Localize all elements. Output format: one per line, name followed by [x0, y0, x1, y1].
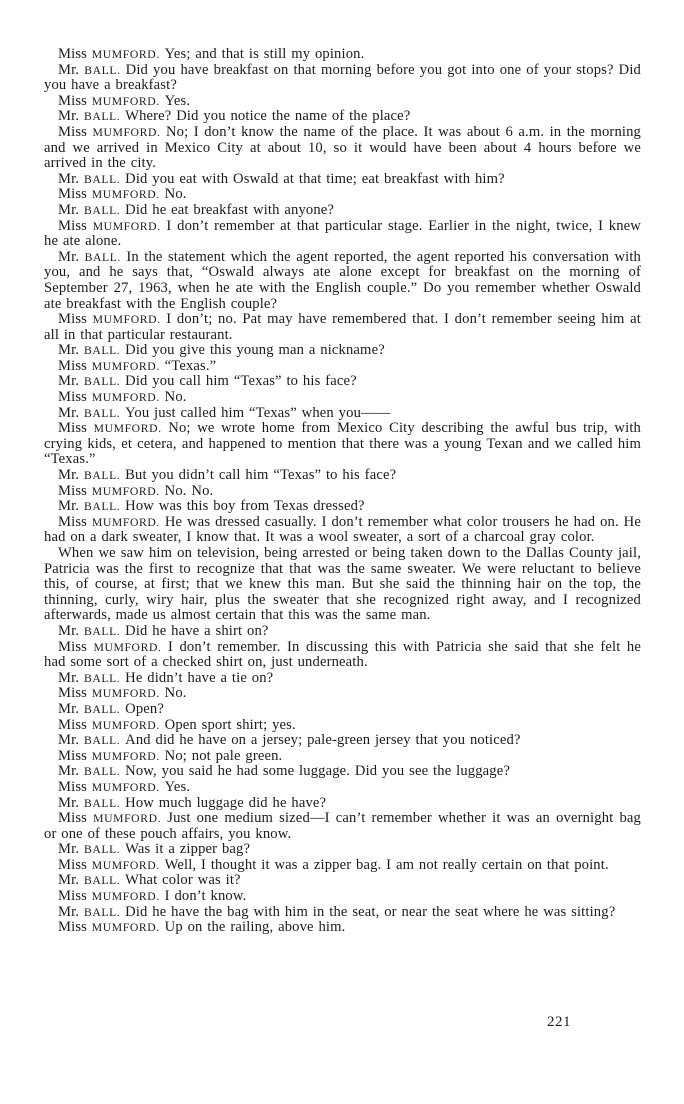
speech-text: No; not pale green. — [159, 747, 283, 764]
speaker-surname: BALL. — [83, 172, 121, 186]
speaker-surname: BALL. — [83, 624, 121, 638]
speaker-title: Miss — [58, 123, 93, 140]
speaker-name — [58, 358, 160, 374]
transcript-paragraph — [44, 873, 641, 889]
speaker-surname: MUMFORD. — [91, 94, 160, 108]
speaker-title: Miss — [58, 685, 92, 702]
speaker-title: Mr. — [58, 903, 84, 920]
speech-text: Well, I thought it was a zipper bag. I am not really certain on that point. — [159, 856, 609, 873]
speech-text: He didn’t have a tie on? — [120, 669, 274, 686]
transcript-paragraph — [44, 63, 641, 94]
speaker-surname: BALL. — [83, 500, 121, 514]
transcript-paragraph — [44, 718, 641, 734]
transcript-paragraph — [44, 749, 641, 765]
speaker-surname: MUMFORD. — [93, 422, 162, 436]
transcript-paragraph — [44, 406, 641, 422]
speech-text: Was it a zipper bag? — [120, 841, 251, 858]
speaker-surname: BALL. — [83, 469, 121, 483]
speaker-name — [58, 373, 120, 389]
speaker-name — [58, 904, 120, 920]
transcript-paragraph — [44, 94, 641, 110]
speaker-name — [58, 467, 120, 483]
speech-text: What color was it? — [120, 872, 241, 889]
speaker-name — [58, 311, 161, 327]
speaker-title: Mr. — [58, 467, 84, 484]
speaker-title: Mr. — [58, 498, 84, 515]
speech-text: How much luggage did he have? — [120, 794, 327, 811]
speech-text: Did you have breakfast on that morning before you got into one of your stops? Did you have a breakfast? — [44, 61, 641, 94]
speaker-name — [58, 919, 160, 935]
speaker-name — [58, 810, 161, 826]
speech-text: Up on the railing, above him. — [159, 919, 346, 936]
speech-text: No. — [159, 389, 187, 406]
transcript-paragraph — [44, 640, 641, 671]
speaker-title: Miss — [58, 888, 92, 905]
speaker-title: Miss — [58, 638, 94, 655]
transcript-paragraph — [44, 421, 641, 468]
speech-text: Did he have a shirt on? — [120, 622, 269, 639]
speaker-surname: MUMFORD. — [91, 780, 160, 794]
speaker-title: Miss — [58, 311, 93, 328]
speaker-title: Mr. — [58, 248, 85, 265]
speech-text: But you didn’t call him “Texas” to his face? — [120, 467, 397, 484]
speaker-surname: BALL. — [83, 203, 121, 217]
page-number: 221 — [547, 1014, 571, 1030]
speaker-title: Miss — [58, 389, 92, 406]
speaker-name — [58, 171, 120, 187]
transcript-paragraph — [44, 47, 641, 63]
speaker-surname: MUMFORD. — [91, 890, 160, 904]
speech-text: No; we wrote home from Mexico City describing the awful bus trip, with crying kids, et cetera, and happened to mention that there was a young Texan and we called him “Texas.” — [44, 420, 641, 468]
speaker-surname: MUMFORD. — [91, 484, 160, 498]
speaker-title: Miss — [58, 810, 94, 827]
speaker-title: Miss — [58, 92, 92, 109]
speech-text: I don’t know. — [159, 888, 247, 905]
speaker-surname: BALL. — [83, 796, 121, 810]
speech-text: In the statement which the agent reported, the agent reported his conversation with you, and he says that, “Oswald always ate alone except for breakfast on the morning of September 27, 1963, when he ate with the English couple.” Do you remember whether Oswald ate breakfast with the English couple? — [44, 248, 641, 312]
speaker-title: Mr. — [58, 700, 84, 717]
speech-text: Yes. — [159, 778, 191, 795]
speaker-surname: BALL. — [83, 110, 121, 124]
speech-text: “Texas.” — [159, 357, 217, 374]
speaker-title: Miss — [58, 778, 92, 795]
speaker-name — [58, 420, 162, 436]
speaker-surname: BALL. — [83, 671, 121, 685]
speaker-surname: MUMFORD. — [91, 48, 160, 61]
transcript-paragraph — [44, 686, 641, 702]
speech-text: Where? Did you notice the name of the place? — [120, 108, 411, 125]
speech-text: And did he have on a jersey; pale-green jersey that you noticed? — [120, 732, 521, 749]
speaker-title: Miss — [58, 919, 92, 936]
speaker-surname: MUMFORD. — [91, 921, 160, 935]
speaker-title: Mr. — [58, 170, 84, 187]
speaker-title: Mr. — [58, 732, 84, 749]
transcript-paragraph — [44, 312, 641, 343]
speaker-name — [58, 483, 160, 499]
speaker-name — [58, 779, 160, 795]
speaker-surname: BALL. — [83, 905, 121, 919]
speaker-name — [58, 514, 160, 530]
speaker-surname: MUMFORD. — [91, 188, 160, 202]
speaker-title: Miss — [58, 856, 92, 873]
speaker-surname: BALL. — [83, 843, 121, 857]
speaker-title: Miss — [58, 482, 92, 499]
speaker-surname: MUMFORD. — [91, 858, 160, 872]
speaker-surname: BALL. — [83, 874, 121, 888]
speaker-surname: MUMFORD. — [91, 687, 160, 701]
speaker-surname: BALL. — [84, 63, 121, 77]
transcript-paragraph — [44, 796, 641, 812]
transcript-paragraph — [44, 702, 641, 718]
speaker-name — [58, 202, 120, 218]
speaker-surname: BALL. — [83, 406, 121, 420]
speaker-title: Mr. — [58, 108, 84, 125]
speaker-surname: MUMFORD. — [91, 359, 160, 373]
speaker-title: Mr. — [58, 669, 84, 686]
speaker-surname: MUMFORD. — [91, 718, 160, 732]
speech-text: He was dressed casually. I don’t remember what color trousers he had on. He had on a dark sweater, I know that. It was a wool sweater, a sort of a charcoal gray color. — [44, 513, 641, 546]
speech-text: Open? — [120, 700, 164, 717]
transcript-paragraph — [44, 764, 641, 780]
speaker-title: Mr. — [58, 373, 84, 390]
speaker-name — [58, 717, 160, 733]
speaker-name — [58, 732, 120, 748]
transcript-paragraph — [44, 359, 641, 375]
speaker-surname: BALL. — [83, 765, 121, 779]
speaker-name — [58, 841, 120, 857]
speaker-surname: MUMFORD. — [93, 640, 162, 654]
speaker-title: Miss — [58, 513, 92, 530]
transcript-paragraph — [44, 515, 641, 546]
transcript-paragraph — [44, 499, 641, 515]
transcript-paragraph — [44, 390, 641, 406]
speaker-surname: MUMFORD. — [91, 391, 160, 405]
transcript-paragraph — [44, 172, 641, 188]
speech-text: Yes; and that is still my opinion. — [159, 46, 365, 62]
speaker-name — [58, 639, 162, 655]
speaker-title: Miss — [58, 747, 92, 764]
transcript-paragraph — [44, 905, 641, 921]
speaker-surname: BALL. — [84, 250, 121, 264]
speaker-name — [58, 93, 160, 109]
speech-text: When we saw him on television, being arrested or being taken down to the Dallas County jail, Patricia was the first to recognize that that was the same sweater. We were reluctant to believe this, of course, at first; that we knew this man. But she said the thinning hair on the top, the thinning, curly, wiry hair, plus the sweater that she recognized right away, and I recognized afterwards, made us almost certain that this was the same man. — [44, 545, 641, 624]
speaker-name — [58, 405, 120, 421]
speaker-title: Mr. — [58, 404, 84, 421]
speaker-name — [58, 46, 160, 62]
speech-text: No; I don’t know the name of the place. It was about 6 a.m. in the morning and we arrived in Mexico City at about 10, so it would have been about 4 hours before we arrived in the city. — [44, 123, 641, 172]
transcript-paragraph — [44, 468, 641, 484]
speech-text: I don’t remember. In discussing this with Patricia she said that she felt he had some sort of a checked shirt on, just underneath. — [44, 638, 641, 671]
speaker-surname: MUMFORD. — [92, 125, 161, 139]
speaker-name — [58, 888, 160, 904]
speaker-name — [58, 685, 160, 701]
speech-text: Did he eat breakfast with anyone? — [120, 201, 335, 218]
speaker-title: Miss — [58, 186, 92, 203]
transcript-paragraph — [44, 484, 641, 500]
speech-text: No. — [159, 186, 187, 203]
speaker-name — [58, 748, 160, 764]
speech-text: Just one medium sized—I can’t remember whether it was an overnight bag or one of these pouch affairs, you know. — [44, 810, 641, 842]
speaker-title: Miss — [58, 46, 92, 62]
speaker-surname: MUMFORD. — [92, 219, 161, 233]
speaker-name — [58, 701, 120, 717]
transcript-paragraph — [44, 624, 641, 640]
speech-text: Did you eat with Oswald at that time; eat breakfast with him? — [120, 170, 505, 187]
speech-text: I don’t; no. Pat may have remembered that. I don’t remember seeing him at all in that particular restaurant. — [44, 311, 641, 343]
speaker-surname: MUMFORD. — [93, 812, 162, 826]
speaker-name — [58, 623, 120, 639]
speaker-name — [58, 763, 120, 779]
transcript-paragraph — [44, 811, 641, 842]
speech-text: Open sport shirt; yes. — [159, 716, 296, 733]
speaker-title: Mr. — [58, 841, 84, 858]
speaker-name — [58, 857, 160, 873]
transcript-paragraph — [44, 858, 641, 874]
speaker-name — [58, 670, 120, 686]
speaker-title: Mr. — [58, 794, 84, 811]
speaker-title: Mr. — [58, 872, 84, 889]
speaker-surname: BALL. — [83, 734, 121, 748]
speaker-name — [58, 249, 121, 265]
speaker-title: Miss — [58, 217, 93, 234]
transcript-paragraph — [44, 842, 641, 858]
speaker-surname: BALL. — [83, 375, 121, 389]
speaker-surname: BALL. — [83, 344, 121, 358]
speech-text: How was this boy from Texas dressed? — [120, 498, 365, 515]
transcript-paragraph — [44, 671, 641, 687]
speech-text: No. — [159, 685, 187, 702]
transcript-paragraph — [44, 546, 641, 624]
transcript-paragraph — [44, 203, 641, 219]
transcript-paragraph — [44, 889, 641, 905]
speech-text: Yes. — [159, 92, 191, 109]
speaker-title: Mr. — [58, 61, 85, 78]
transcript-paragraph — [44, 219, 641, 250]
speaker-surname: BALL. — [83, 702, 121, 716]
speaker-title: Mr. — [58, 763, 84, 780]
speaker-title: Mr. — [58, 342, 84, 359]
speaker-name — [58, 389, 160, 405]
transcript-paragraph — [44, 125, 641, 172]
speech-text: I don’t remember at that particular stage. Earlier in the night, twice, I knew he ate alone. — [44, 217, 641, 250]
speaker-surname: MUMFORD. — [91, 515, 160, 529]
transcript-paragraph — [44, 343, 641, 359]
transcript-paragraph — [44, 187, 641, 203]
speaker-title: Mr. — [58, 622, 84, 639]
speaker-title: Miss — [58, 420, 94, 437]
speaker-name — [58, 62, 121, 78]
speaker-name — [58, 872, 120, 888]
speaker-name — [58, 795, 120, 811]
speaker-title: Mr. — [58, 201, 84, 218]
transcript-paragraph — [44, 109, 641, 125]
speaker-title: Miss — [58, 716, 92, 733]
transcript-paragraph — [44, 920, 641, 936]
speaker-name — [58, 124, 161, 140]
speech-text: You just called him “Texas” when you—— — [120, 404, 391, 421]
speech-text: Did you give this young man a nickname? — [120, 342, 385, 359]
speech-text: Did he have the bag with him in the seat, or near the seat where he was sitting? — [120, 903, 616, 920]
speech-text: Did you call him “Texas” to his face? — [120, 373, 357, 390]
speaker-surname: MUMFORD. — [91, 749, 160, 763]
speaker-name — [58, 498, 120, 514]
speaker-name — [58, 342, 120, 358]
transcript — [44, 47, 641, 936]
speaker-surname: MUMFORD. — [92, 313, 161, 327]
speaker-name — [58, 218, 161, 234]
speech-text: No. No. — [159, 482, 214, 499]
speaker-title: Miss — [58, 357, 92, 374]
transcript-paragraph — [44, 250, 641, 312]
transcript-paragraph — [44, 374, 641, 390]
speaker-name — [58, 108, 120, 124]
transcript-paragraph — [44, 780, 641, 796]
speech-text: Now, you said he had some luggage. Did you see the luggage? — [120, 763, 511, 780]
speaker-name — [58, 186, 160, 202]
transcript-paragraph — [44, 733, 641, 749]
